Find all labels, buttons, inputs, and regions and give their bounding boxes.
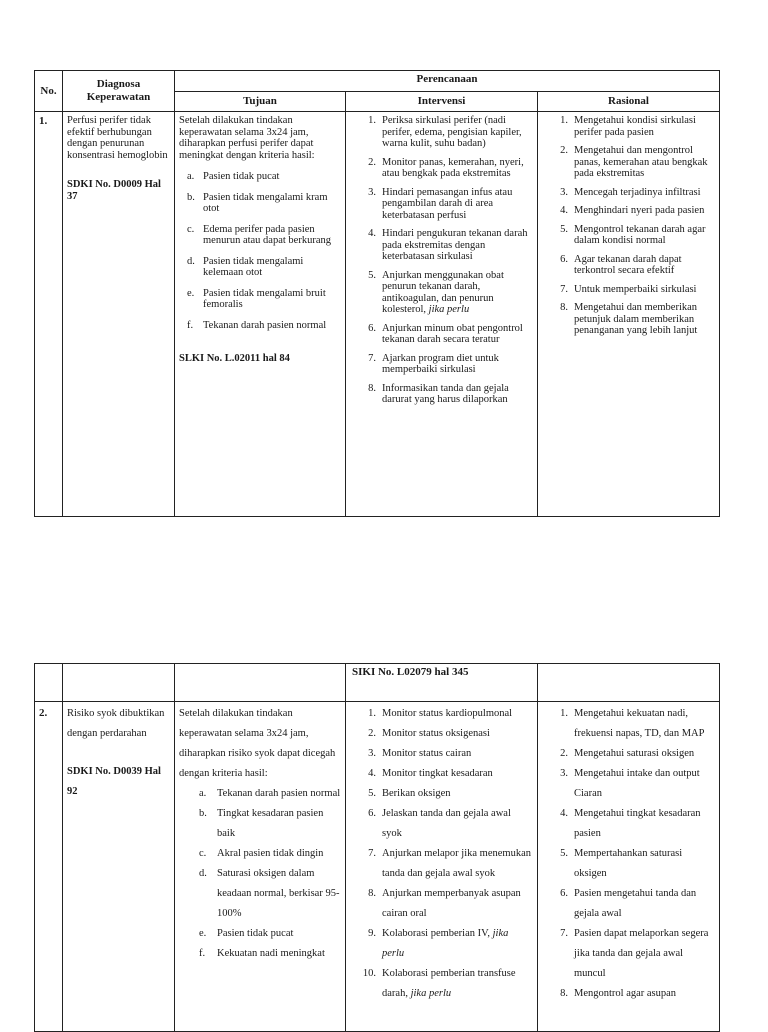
header-perencanaan: Perencanaan	[175, 71, 720, 92]
list-marker: e.	[187, 287, 195, 299]
list-marker: 1.	[368, 115, 376, 126]
diagnosa-cell	[63, 112, 175, 517]
list-item-text: Untuk memperbaiki sirkulasi	[574, 283, 697, 295]
list-item	[542, 145, 715, 180]
list-marker: 2.	[368, 156, 376, 168]
list-item	[542, 205, 715, 217]
list-marker: 4.	[368, 228, 376, 239]
list-item-text: Mencegah terjadinya infiltrasi	[574, 186, 701, 198]
list-item	[350, 115, 533, 150]
rasional-list	[542, 115, 715, 337]
list-item	[350, 353, 533, 376]
list-item-text: Anjurkan memperbanyak asupan cairan oral	[382, 888, 521, 919]
list-item	[542, 254, 715, 277]
list-item	[350, 228, 533, 263]
list-item	[542, 704, 715, 744]
list-item	[350, 704, 533, 724]
list-item	[350, 844, 533, 884]
list-item-text: Mengetahui dan mengontrol panas, kemerahan atau bengkak pada ekstremitas	[574, 145, 708, 179]
list-item-text: Tingkat kesadaran pasien baik	[217, 808, 324, 839]
list-item-text: Mengetahui dan memberikan petunjuk dalam memberikan penanganan yang lebih lanjut	[574, 302, 698, 336]
nursing-care-table-1	[34, 70, 720, 517]
tujuan-intro: Setelah dilakukan tindakan keperawatan selama 3x24 jam, diharapkan risiko syok dapat dicegah dengan kriteria hasil:	[179, 708, 336, 779]
list-item	[542, 744, 715, 764]
list-marker: 3.	[560, 768, 568, 779]
list-item-text: Kolaborasi pemberian IV,	[382, 928, 493, 939]
tujuan-cell	[175, 112, 346, 517]
header-rasional: Rasional	[538, 92, 720, 112]
list-marker: 3.	[368, 748, 376, 759]
list-item	[179, 320, 341, 332]
sdki-code: SDKI No. D0009 Hal 37	[67, 179, 161, 202]
list-item	[542, 302, 715, 337]
list-item	[542, 115, 715, 138]
list-item	[542, 804, 715, 844]
list-item	[542, 984, 715, 1004]
list-item-text: Menghindari nyeri pada pasien	[574, 205, 705, 216]
list-item	[350, 323, 533, 346]
list-marker: 7.	[560, 283, 568, 295]
list-item-text: Tekanan darah pasien normal	[203, 319, 327, 331]
list-item-text: Kekuatan nadi meningkat	[217, 948, 325, 959]
list-item-italic: jika perlu	[428, 304, 470, 315]
nursing-care-table-2	[34, 663, 720, 1032]
row-number: 1.	[35, 112, 63, 517]
list-item-text: Ajarkan program diet untuk memperbaiki sirkulasi	[382, 352, 499, 375]
list-marker: e.	[199, 928, 207, 939]
list-marker: 9.	[368, 928, 376, 939]
list-item	[350, 804, 533, 844]
list-marker: d.	[199, 868, 207, 879]
list-item	[179, 864, 341, 924]
list-item-text: Hindari pengukuran tekanan darah pada ekstremitas dengan keterbatasan sirkulasi	[382, 228, 528, 262]
list-item-text: Saturasi oksigen dalam keadaan normal, berkisar 95-100%	[217, 868, 340, 919]
list-item	[350, 784, 533, 804]
intervensi-cell	[346, 112, 538, 517]
list-item	[179, 844, 341, 864]
list-item-text: Pasien tidak mengalami bruit femoralis	[203, 287, 326, 310]
header-no: No.	[35, 71, 63, 112]
list-item-text: Informasikan tanda dan gejala darurat yang harus dilaporkan	[382, 382, 509, 405]
row-number: 2.	[35, 702, 63, 1032]
list-marker: 1.	[560, 708, 568, 719]
list-item-text: Anjurkan menggunakan obat penurun tekanan darah, antikoagulan, dan penurun kolesterol,	[382, 269, 504, 315]
list-item-text: Mengontrol tekanan darah agar dalam kondisi normal	[574, 223, 706, 246]
list-marker: c.	[199, 848, 207, 859]
list-marker: 6.	[560, 888, 568, 899]
list-item	[350, 270, 533, 316]
list-item-text: Agar tekanan darah dapat terkontrol secara efektif	[574, 253, 682, 276]
list-item	[179, 944, 341, 964]
tujuan-cell	[175, 702, 346, 1032]
list-item-text: Kolaborasi pemberian transfuse darah,	[382, 968, 516, 999]
list-marker: 2.	[560, 145, 568, 156]
list-item-italic: jika perlu	[382, 928, 509, 959]
list-item-text: Mengetahui tingkat kesadaran pasien	[574, 808, 701, 839]
list-marker: 1.	[560, 115, 568, 126]
list-item-text: Anjurkan melapor jika menemukan tanda dan gejala awal syok	[382, 848, 531, 879]
list-item	[350, 187, 533, 222]
list-item	[179, 804, 341, 844]
list-item	[542, 284, 715, 296]
list-item	[179, 192, 341, 215]
rasional-cell	[538, 702, 720, 1032]
list-item-text: Hindari pemasangan infus atau pengambilan darah di area keterbatasan perfusi	[382, 186, 513, 221]
list-item	[179, 256, 341, 279]
list-item	[542, 924, 715, 984]
list-marker: c.	[187, 223, 195, 235]
list-item	[350, 884, 533, 924]
list-marker: 8.	[368, 382, 376, 394]
list-item-text: Mengetahui kondisi sirkulasi perifer pada pasien	[574, 115, 696, 138]
list-marker: b.	[199, 808, 207, 819]
list-item	[350, 157, 533, 180]
diagnosa-cell	[63, 702, 175, 1032]
list-item-text: Jelaskan tanda dan gejala awal syok	[382, 808, 511, 839]
list-marker: 8.	[560, 302, 568, 313]
kriteria-list	[179, 171, 341, 331]
list-marker: 2.	[560, 748, 568, 759]
list-item	[179, 171, 341, 183]
diagnosa-text: Perfusi perifer tidak efektif berhubungan dengan penurunan konsentrasi hemoglobin	[67, 115, 168, 161]
rasional-cell	[538, 112, 720, 517]
sdki-code: SDKI No. D0039 Hal 92	[67, 766, 161, 797]
list-item-text: Monitor status kardiopulmonal	[382, 708, 513, 719]
intervensi-cell	[346, 702, 538, 1032]
list-marker: 6.	[560, 253, 568, 265]
list-item-text: Pasien tidak mengalami kram otot	[203, 191, 328, 214]
list-item-text: Pasien tidak pucat	[203, 171, 280, 182]
list-item	[179, 784, 341, 804]
siki-row	[35, 664, 720, 702]
list-item	[350, 764, 533, 784]
list-marker: 2.	[368, 728, 376, 739]
list-item-text: Monitor status cairan	[382, 748, 472, 759]
list-marker: 7.	[560, 928, 568, 939]
slki-code: SLKI No. L.02011 hal 84	[179, 353, 290, 364]
list-item	[542, 844, 715, 884]
list-item-text: Mengetahui saturasi oksigen	[574, 748, 695, 759]
table-row-1	[35, 112, 720, 517]
list-item-text: Edema perifer pada pasien menurun atau dapat berkurang	[203, 223, 331, 246]
list-item-text: Akral pasien tidak dingin	[217, 848, 324, 859]
list-marker: 1.	[368, 708, 376, 719]
list-item-text: Monitor status oksigenasi	[382, 728, 490, 739]
intervensi-list	[350, 704, 533, 1004]
list-marker: 7.	[368, 848, 376, 859]
list-item-text: Periksa sirkulasi perifer (nadi perifer, edema, pengisian kapiler, warna kulit, suhu badan)	[382, 115, 522, 149]
list-marker: 8.	[368, 888, 376, 899]
list-marker: f.	[187, 319, 194, 331]
list-item-text: Anjurkan minum obat pengontrol tekanan darah secara teratur	[382, 322, 523, 345]
diagnosa-text: Risiko syok dibuktikan dengan perdarahan	[67, 708, 165, 739]
list-item-text: Monitor panas, kemerahan, nyeri, atau bengkak pada ekstremitas	[382, 156, 524, 179]
list-item-text: Mengontrol agar asupan	[574, 988, 677, 999]
list-marker: b.	[187, 191, 195, 203]
list-marker: a.	[199, 788, 207, 799]
header-tujuan: Tujuan	[175, 92, 346, 112]
tujuan-intro: Setelah dilakukan tindakan keperawatan selama 3x24 jam, diharapkan perfusi perifer dapat meningkat dengan kriteria hasil:	[179, 115, 315, 161]
list-item-text: Mempertahankan saturasi oksigen	[574, 848, 683, 879]
header-diagnosa: Diagnosa Keperawatan	[63, 71, 175, 112]
list-marker: 4.	[560, 808, 568, 819]
list-item	[542, 764, 715, 804]
header-intervensi: Intervensi	[346, 92, 538, 112]
list-item	[542, 224, 715, 247]
list-marker: d.	[187, 255, 195, 267]
list-item-text: Pasien dapat melaporkan segera jika tanda dan gejala awal muncul	[574, 928, 709, 979]
list-item-text: Berikan oksigen	[382, 788, 451, 799]
list-item	[542, 187, 715, 199]
list-marker: 5.	[560, 223, 568, 235]
list-marker: f.	[199, 948, 206, 959]
list-item	[542, 884, 715, 924]
list-item-text: Tekanan darah pasien normal	[217, 788, 341, 799]
list-marker: 5.	[560, 848, 568, 859]
list-item-text: Mengetahui intake dan output Ciaran	[574, 768, 700, 799]
list-marker: 3.	[560, 186, 568, 198]
list-marker: 6.	[368, 808, 376, 819]
list-marker: 4.	[560, 205, 568, 216]
list-marker: 8.	[560, 988, 568, 999]
list-marker: a.	[187, 171, 195, 182]
list-item	[179, 288, 341, 311]
list-marker: 5.	[368, 788, 376, 799]
list-item	[350, 964, 533, 1004]
list-item	[350, 383, 533, 406]
list-marker: 10.	[362, 968, 376, 979]
list-marker: 6.	[368, 322, 376, 334]
intervensi-list	[350, 115, 533, 406]
list-marker: 4.	[368, 768, 376, 779]
list-item	[179, 924, 341, 944]
list-item	[350, 744, 533, 764]
list-item-text: Monitor tingkat kesadaran	[382, 768, 493, 779]
list-item-text: Pasien tidak pucat	[217, 928, 294, 939]
table-row-2	[35, 702, 720, 1032]
list-marker: 3.	[368, 186, 376, 198]
list-item-text: Mengetahui kekuatan nadi, frekuensi napas, TD, dan MAP	[574, 708, 705, 739]
list-item	[350, 724, 533, 744]
kriteria-list	[179, 784, 341, 964]
list-marker: 5.	[368, 269, 376, 281]
list-item-text: Pasien tidak mengalami kelemaan otot	[203, 255, 304, 278]
list-item-text: Pasien mengetahui tanda dan gejala awal	[574, 888, 697, 919]
list-marker: 7.	[368, 352, 376, 364]
list-item	[179, 224, 341, 247]
siki-code: SIKI No. L02079 hal 345	[346, 664, 538, 702]
rasional-list	[542, 704, 715, 1004]
list-item-italic: jika perlu	[410, 988, 452, 999]
list-item	[350, 924, 533, 964]
